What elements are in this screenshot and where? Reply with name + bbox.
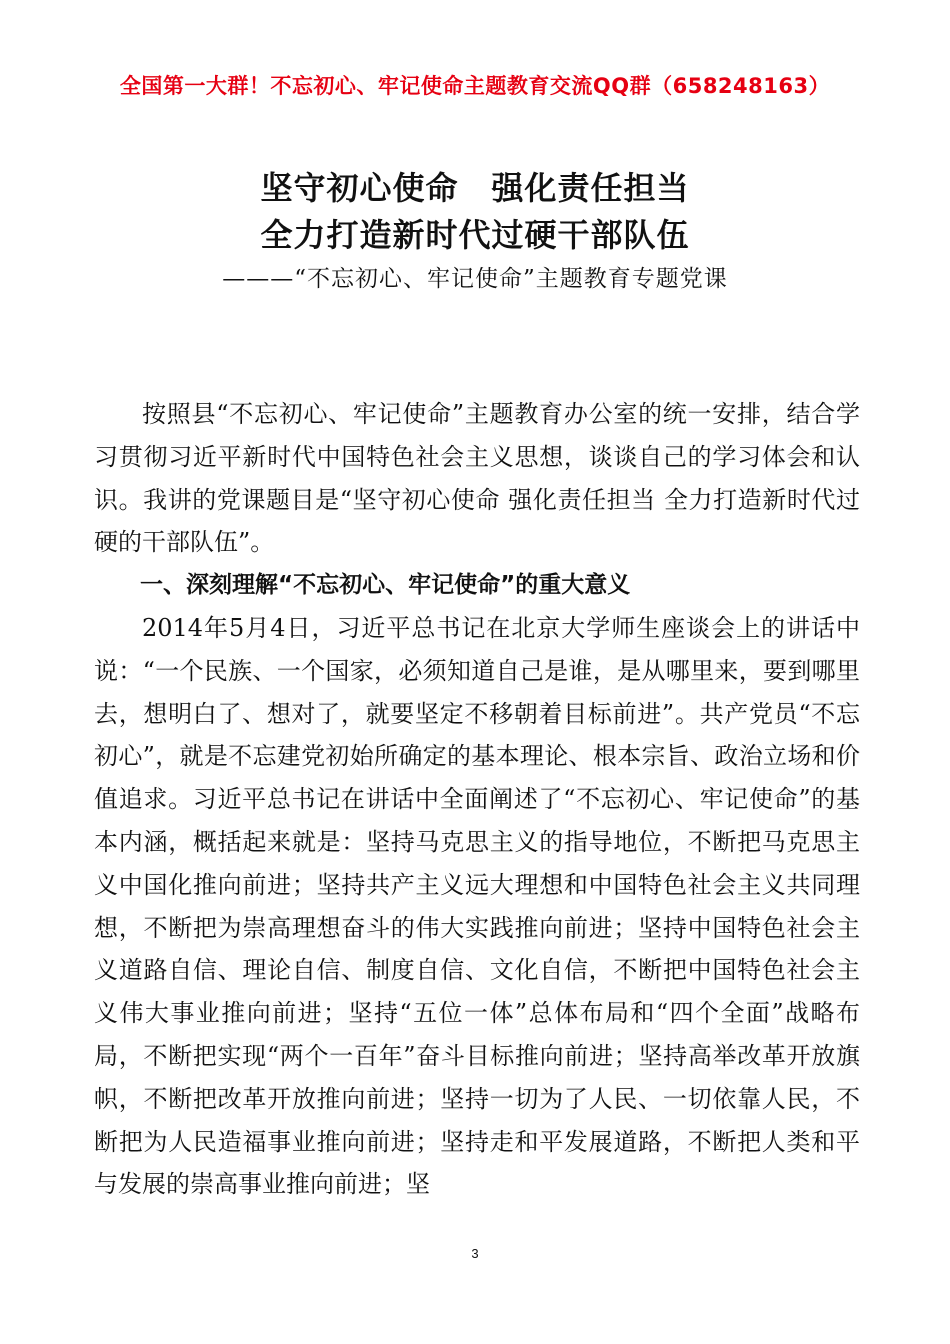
promo-banner: 全国第一大群！不忘初心、牢记使命主题教育交流QQ群（658248163）: [119, 74, 831, 98]
body-paragraph: 2014年5月4日，习近平总书记在北京大学师生座谈会上的讲话中说：“一个民族、一个国家，必须知道自己是谁，是从哪里来，要到哪里去，想明白了、想对了，就要坚定不移朝着目标前进”。共产党员“不忘初心”，就是不忘建党初始所确定的基本理论、根本宗旨、政治立场和价值追求。习近平总书记在讲话中全面阐述了“不忘初心、牢记使命”的基本内涵，概括起来就是：坚持马克思主义的指导地位，不断把马克思主义中国化推向前进；坚持共产主义远大理想和中国特色社会主义共同理想，不断把为崇高理想奋斗的伟大实践推向前进；坚持中国特色社会主义道路自信、理论自信、制度自信、文化自信，不断把中国特色社会主义伟大事业推向前进；坚持“五位一体”总体布局和“四个全面”战略布局，不断把实现“两个一百年”奋斗目标推向前进；坚持高举改革开放旗帜，不断把改革开放推向前进；坚持一切为了人民、一切依靠人民，不断把为人民造福事业推向前进；坚持走和平发展道路，不断把人类和平与发展的崇高事业推向前进；坚: [94, 613, 860, 1199]
document-title-line-2: 全力打造新时代过硬干部队伍: [260, 216, 690, 254]
page-number: 3: [471, 1246, 479, 1261]
intro-paragraph: 按照县“不忘初心、牢记使命”主题教育办公室的统一安排，结合学习贯彻习近平新时代中国特色社会主义思想，谈谈自己的学习体会和认识。我讲的党课题目是“坚守初心使命 强化责任担当 全力打造新时代过硬的干部队伍”。: [94, 400, 860, 557]
section-heading: 一、深刻理解“不忘初心、牢记使命”的重大意义: [140, 572, 631, 599]
document-body: [94, 393, 860, 1206]
document-subtitle: ———“不忘初心、牢记使命”主题教育专题党课: [222, 266, 728, 292]
document-title-line-1: 坚守初心使命 强化责任担当: [260, 169, 690, 207]
